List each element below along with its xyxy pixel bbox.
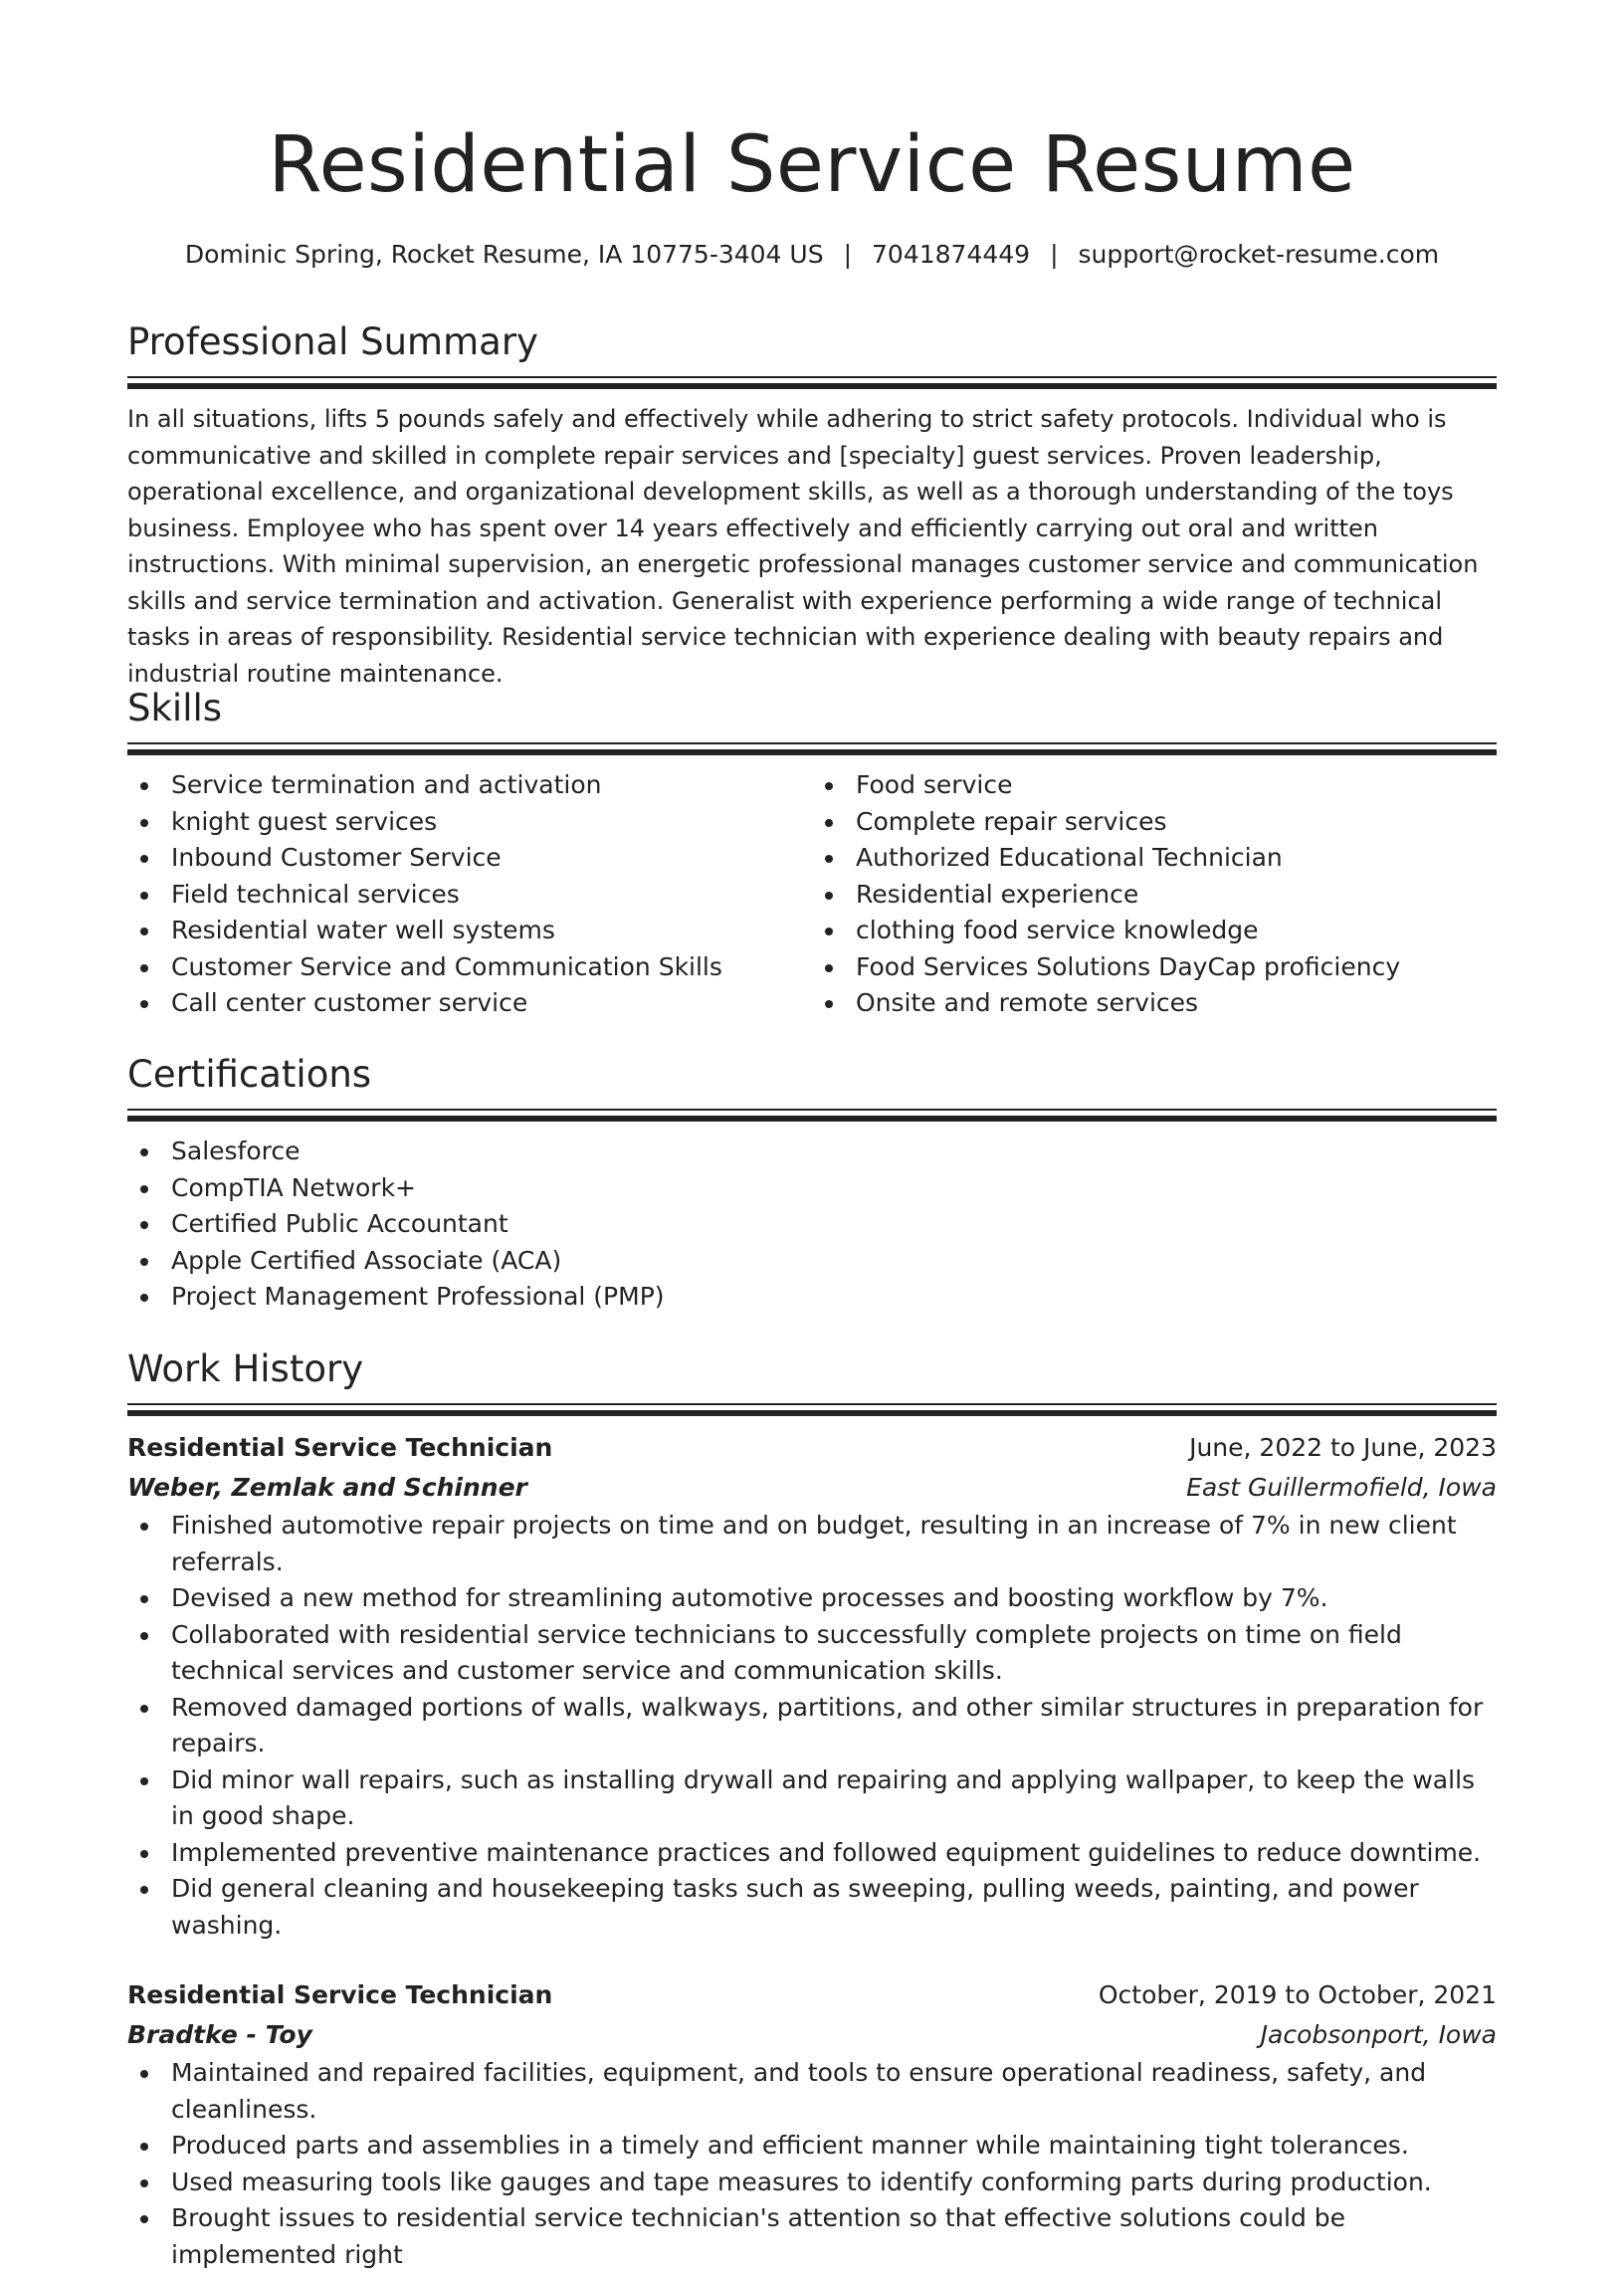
job-bullet: Produced parts and assemblies in a timely and efficient manner while maintaining tight tolerances. [127, 2128, 1497, 2165]
contact-line [127, 237, 1497, 273]
job-company: Bradtke - Toy [127, 2020, 312, 2049]
summary-text: In all situations, lifts 5 pounds safely and effectively while adhering to strict safety protocols. Individual who is communicative and skilled in complete repair services and [specialty] guest services. Proven leadership, operational excellence, and organizational development skills, as well as a thorough understanding of the toys business. Employee who has spent over 14 years effectively and efficiently carrying out oral and written instructions. With minimal supervision, an energetic professional manages customer service and communication skills and service termination and activation. Generalist with experience performing a wide range of technical tasks in areas of responsibility. Residential service technician with experience dealing with beauty repairs and industrial routine maintenance. [127, 405, 1479, 688]
job-bullet: Used measuring tools like gauges and tape measures to identify conforming parts during production. [127, 2165, 1497, 2201]
job-location: Jacobsonport, Iowa [1260, 2020, 1497, 2049]
job-title: Residential Service Technician [127, 1433, 553, 1462]
contact-email: support@rocket-resume.com [1078, 240, 1440, 269]
job-location: East Guillermofield, Iowa [1186, 1473, 1497, 1502]
job-bullet: Devised a new method for streamlining automotive processes and boosting workflow by 7%. [127, 1580, 1497, 1617]
skill-item: knight guest services [127, 804, 812, 841]
skill-item: Residential water well systems [127, 913, 812, 949]
job-bullet: Did general cleaning and housekeeping tasks such as sweeping, pulling weeds, painting, and power washing. [127, 1871, 1497, 1944]
job-bullet: Removed damaged portions of walls, walkways, partitions, and other similar structures in preparation for repairs. [127, 1690, 1497, 1762]
job-bullet: Brought issues to residential service technician's attention so that effective solutions could be implemented right [127, 2200, 1497, 2273]
skills-heading: Skills [127, 687, 223, 729]
contact-phone: 7041874449 [872, 240, 1031, 269]
job-title: Residential Service Technician [127, 1980, 553, 2009]
certification-item: Apple Certified Associate (ACA) [127, 1243, 1497, 1280]
certification-item: Project Management Professional (PMP) [127, 1279, 1497, 1316]
summary-heading: Professional Summary [127, 320, 538, 363]
skill-item: Service termination and activation [127, 767, 812, 804]
skill-item: Field technical services [127, 877, 812, 914]
work-history-heading: Work History [127, 1347, 364, 1390]
section-divider [127, 742, 1497, 753]
certification-item: CompTIA Network+ [127, 1170, 1497, 1207]
certification-item: Salesforce [127, 1134, 1497, 1170]
job-dates: October, 2019 to October, 2021 [1098, 1980, 1497, 2009]
job-bullet: Did minor wall repairs, such as installing drywall and repairing and applying wallpaper, to keep the walls in good shape. [127, 1762, 1497, 1835]
skills-right-column [812, 767, 1497, 1022]
section-divider [127, 1109, 1497, 1120]
job-company: Weber, Zemlak and Schinner [127, 1473, 527, 1502]
job-bullet: Maintained and repaired facilities, equipment, and tools to ensure operational readiness, safety, and cleanliness. [127, 2055, 1497, 2128]
job-entry [127, 1428, 1497, 1944]
resume-title: Residential Service Resume [268, 120, 1356, 210]
certifications-section [127, 1051, 1497, 1316]
section-divider [127, 376, 1497, 387]
skill-item: Residential experience [812, 877, 1497, 914]
skill-item: Customer Service and Communication Skills [127, 949, 812, 986]
contact-address: Dominic Spring, Rocket Resume, IA 10775-3404 US [184, 240, 824, 269]
contact-separator: | [1050, 240, 1059, 269]
skill-item: Food service [812, 767, 1497, 804]
job-bullet: Finished automotive repair projects on time and on budget, resulting in an increase of 7% in new client referrals. [127, 1508, 1497, 1580]
skill-item: Food Services Solutions DayCap proficiency [812, 949, 1497, 986]
job-bullet: Implemented preventive maintenance practices and followed equipment guidelines to reduce downtime. [127, 1835, 1497, 1872]
job-bullet: Collaborated with residential service technicians to successfully complete projects on time on field technical services and customer service and communication skills. [127, 1617, 1497, 1690]
skill-item: Inbound Customer Service [127, 840, 812, 877]
job-dates: June, 2022 to June, 2023 [1189, 1433, 1497, 1462]
skill-item: Complete repair services [812, 804, 1497, 841]
skill-item: Authorized Educational Technician [812, 840, 1497, 877]
skill-item: clothing food service knowledge [812, 913, 1497, 949]
certification-item: Certified Public Accountant [127, 1206, 1497, 1243]
skills-left-column [127, 767, 812, 1022]
work-history-section [127, 1345, 1497, 2273]
job-bullets [127, 2055, 1497, 2273]
contact-separator: | [843, 240, 853, 269]
skill-item: Onsite and remote services [812, 985, 1497, 1022]
certifications-heading: Certifications [127, 1053, 372, 1096]
skills-section [127, 685, 1497, 1022]
skill-item: Call center customer service [127, 985, 812, 1022]
job-entry [127, 1975, 1497, 2273]
skills-columns [127, 767, 1497, 1022]
section-divider [127, 1403, 1497, 1414]
summary-section [127, 318, 1497, 692]
job-bullets [127, 1508, 1497, 1944]
